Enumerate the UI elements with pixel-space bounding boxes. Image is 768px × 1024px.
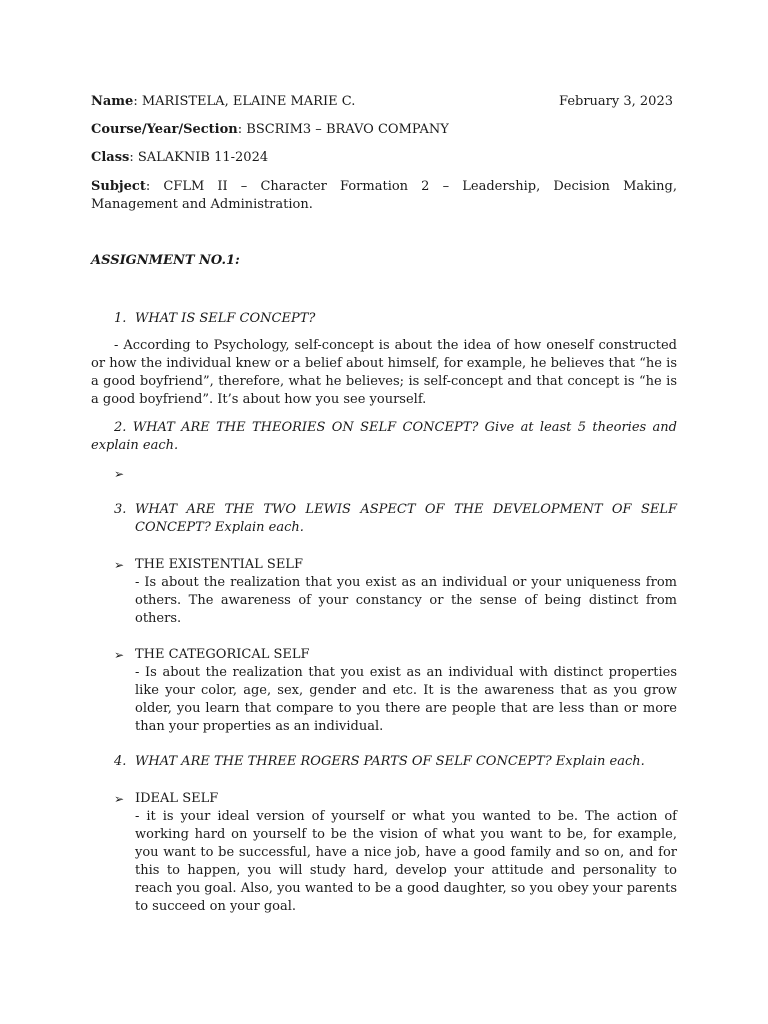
existential-self-title: THE EXISTENTIAL SELF — [135, 557, 303, 572]
question-2: 2. WHAT ARE THE THEORIES ON SELF CONCEPT? Give at least 5 theories and explain each. — [91, 420, 677, 453]
arrow-bullet-icon: ➢ — [114, 558, 125, 572]
ideal-self-title: IDEAL SELF — [135, 791, 219, 806]
course-value: : BSCRIM3 – BRAVO COMPANY — [237, 122, 449, 137]
question-4-text: WHAT ARE THE THREE ROGERS PARTS OF SELF CONCEPT? Explain each. — [135, 754, 645, 769]
subject-value: : CFLM II – Character Formation 2 – Leadership, Decision Making, Management and Administration. — [91, 179, 677, 212]
subject-line — [91, 178, 677, 214]
subject-label: Subject — [91, 179, 146, 194]
categorical-self-text: - Is about the realization that you exist as an individual with distinct properties like your color, age, sex, gender and etc. It is the awareness that as you grow older, you learn that compare to you there are people that are less than or more than your properties as an individual. — [135, 665, 677, 734]
course-label: Course/Year/Section — [91, 122, 238, 137]
question-3-text: WHAT ARE THE TWO LEWIS ASPECT OF THE DEVELOPMENT OF SELF CONCEPT? Explain each. — [135, 502, 677, 535]
course-line — [91, 121, 677, 139]
assignment-title: ASSIGNMENT NO.1: — [91, 253, 240, 268]
ideal-self-text: - it is your ideal version of yourself or what you wanted to be. The action of working hard on yourself to be the vision of what you want to be, for example, you want to be successful, have a nice job, have a good family and so on, and for this to happen, you will study hard, develop your attitude and personality to reach you goal. Also, you wanted to be a good daughter, so you obey your parents to succeed on your goal. — [135, 809, 677, 914]
existential-self-text: - Is about the realization that you exist as an individual or your uniqueness from others. The awareness of your constancy or the sense of being distinct from others. — [135, 575, 677, 626]
class-line — [91, 149, 677, 167]
class-label: Class — [91, 150, 130, 165]
arrow-bullet-icon: ➢ — [114, 792, 125, 806]
name-line — [91, 93, 677, 111]
class-value: : SALAKNIB 11-2024 — [129, 150, 269, 165]
date: February 3, 2023 — [559, 94, 673, 109]
arrow-bullet-icon: ➢ — [114, 648, 125, 662]
question-3-number: 3. — [114, 502, 127, 517]
name-value: : MARISTELA, ELAINE MARIE C. — [133, 94, 356, 109]
question-4-number: 4. — [114, 754, 127, 769]
question-1-text: WHAT IS SELF CONCEPT? — [135, 311, 316, 326]
answer-1: - According to Psychology, self-concept is about the idea of how oneself constructed or how the individual knew or a belief about himself, for example, he believes that “he is a good boyfriend”, therefore, what he believes; is self-concept and that concept is “he is a good boyfriend”. It’s about how you see yourself. — [91, 338, 677, 407]
question-1-number: 1. — [114, 311, 127, 326]
arrow-bullet-icon: ➢ — [114, 467, 125, 481]
name-label: Name — [91, 94, 134, 109]
categorical-self-title: THE CATEGORICAL SELF — [135, 647, 310, 662]
